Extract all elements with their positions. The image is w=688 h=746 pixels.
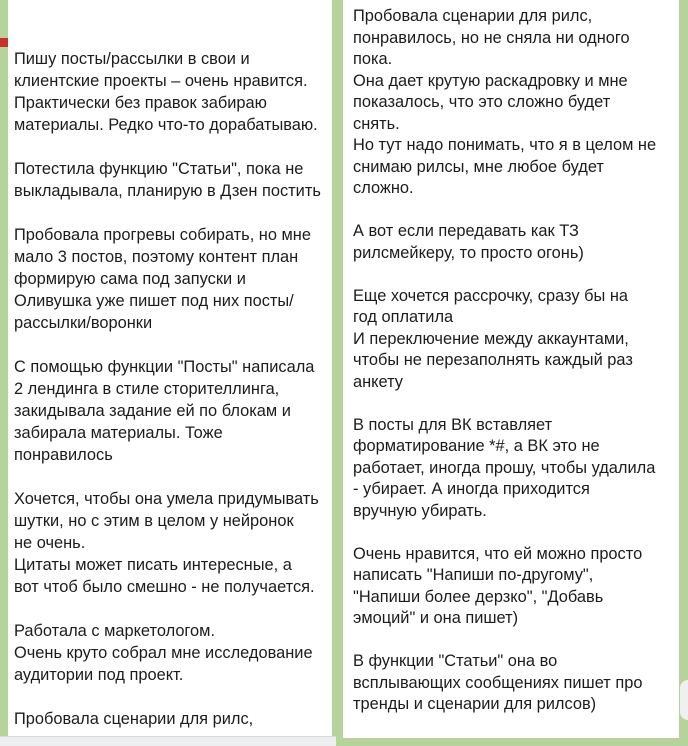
message-line [353, 264, 656, 286]
message-line: Практически без правок забираю [14, 94, 267, 112]
message-line: показалось, что это сложно будет [353, 93, 611, 111]
message-line [14, 598, 321, 620]
message-line: год оплатила [353, 308, 454, 326]
message-line: вот чтоб было смешно - не получается. [14, 578, 315, 596]
message-line: выкладывала, планирую в Дзен постить [14, 182, 321, 200]
message-line: работает, иногда прошу, чтобы удалила [353, 458, 656, 477]
message-line [14, 686, 321, 708]
message-text [14, 48, 321, 730]
message-line: анкету [353, 372, 403, 391]
message-line: 2 лендинга в стиле сторителлинга, [14, 380, 280, 398]
message-line: сложно. [353, 179, 414, 197]
message-line: эмоций" и она пишет) [353, 609, 519, 627]
message-line: забирала материалы. Тоже [14, 424, 223, 442]
message-line: шутки, но с этим в целом у нейронок [14, 512, 294, 530]
message-line: А вот если передавать как ТЗ [353, 222, 579, 240]
message-line: всплывающих сообщениях пишет про [353, 673, 643, 692]
message-line: мало 3 постов, поэтому контент план [14, 248, 299, 266]
message-line: В посты для ВК вставляет [353, 415, 553, 434]
message-line: аудитории под проект. [14, 666, 184, 684]
message-line: формирую сама под запуски и [14, 270, 246, 288]
message-line [353, 200, 656, 222]
message-line: И переключение между аккаунтами, [353, 329, 629, 348]
message-line: Очень нравится, что ей можно просто [353, 544, 643, 563]
message-line: рилсмейкеру, то просто огонь) [353, 243, 584, 262]
message-line: чтобы не перезаполнять каждый раз [353, 351, 633, 369]
message-line: Пробовала сценарии для рилс, [14, 710, 254, 728]
message-line: Она дает крутую раскадровку и мне [353, 71, 628, 90]
message-line [14, 334, 321, 356]
left-chat-screenshot [0, 0, 336, 746]
message-line [14, 466, 321, 488]
message-line: В функции "Статьи" она во [353, 652, 558, 670]
scroll-down-button[interactable] [680, 680, 688, 720]
message-line: закидывала задание ей по блокам и [14, 402, 291, 420]
message-line: понравилось, но не сняла ни одного [353, 28, 630, 47]
message-line: Хочется, чтобы она умела придумывать [14, 490, 319, 508]
message-line: Пробовала сценарии для рилс, [353, 7, 593, 25]
message-line: Но тут надо понимать, что я в целом не [353, 136, 657, 154]
message-bubble [343, 0, 679, 738]
unread-marker [0, 38, 8, 47]
message-line: - убирает. А иногда приходится [353, 480, 590, 498]
right-chat-screenshot [336, 0, 688, 746]
message-line: Очень круто собрал мне исследование [14, 644, 313, 662]
message-line [353, 630, 656, 652]
message-line: форматирование *#, а ВК это не [353, 437, 600, 455]
message-line [14, 136, 321, 158]
message-line: снимаю рилсы, мне любое будет [353, 157, 604, 176]
message-line: Цитаты может писать интересные, а [14, 556, 292, 574]
message-line: Еще хочется рассрочку, сразу бы на [353, 286, 628, 305]
message-line: Пробовала прогревы собирать, но мне [14, 226, 311, 244]
message-line [14, 202, 321, 224]
message-line: тренды и сценарии для рилсов) [353, 695, 597, 713]
message-line: Потестила функцию "Статьи", пока не [14, 160, 304, 178]
message-line: Работала с маркетологом. [14, 622, 215, 640]
message-line: понравилось [14, 446, 113, 464]
message-text [353, 6, 656, 716]
message-line [353, 522, 656, 544]
message-line: клиентские проекты – очень нравится. [14, 72, 308, 90]
message-line: вручную убирать. [353, 501, 487, 520]
message-bubble [8, 0, 332, 738]
input-bar [0, 736, 336, 746]
message-line: снять. [353, 114, 400, 133]
message-line: рассылки/воронки [14, 314, 153, 332]
message-line: "Напиши более дерзко", "Добавь [353, 587, 604, 606]
message-line: написать "Напиши по-другому", [353, 566, 594, 584]
message-line: Оливушка уже пишет под них посты/ [14, 292, 294, 310]
message-line: пока. [353, 50, 393, 68]
message-line: Пишу посты/рассылки в свои и [14, 50, 250, 68]
message-line [353, 393, 656, 415]
message-line: С помощью функции "Посты" написала [14, 358, 315, 376]
message-line: материалы. Редко что-то дорабатываю. [14, 116, 318, 134]
message-line: не очень. [14, 534, 86, 552]
